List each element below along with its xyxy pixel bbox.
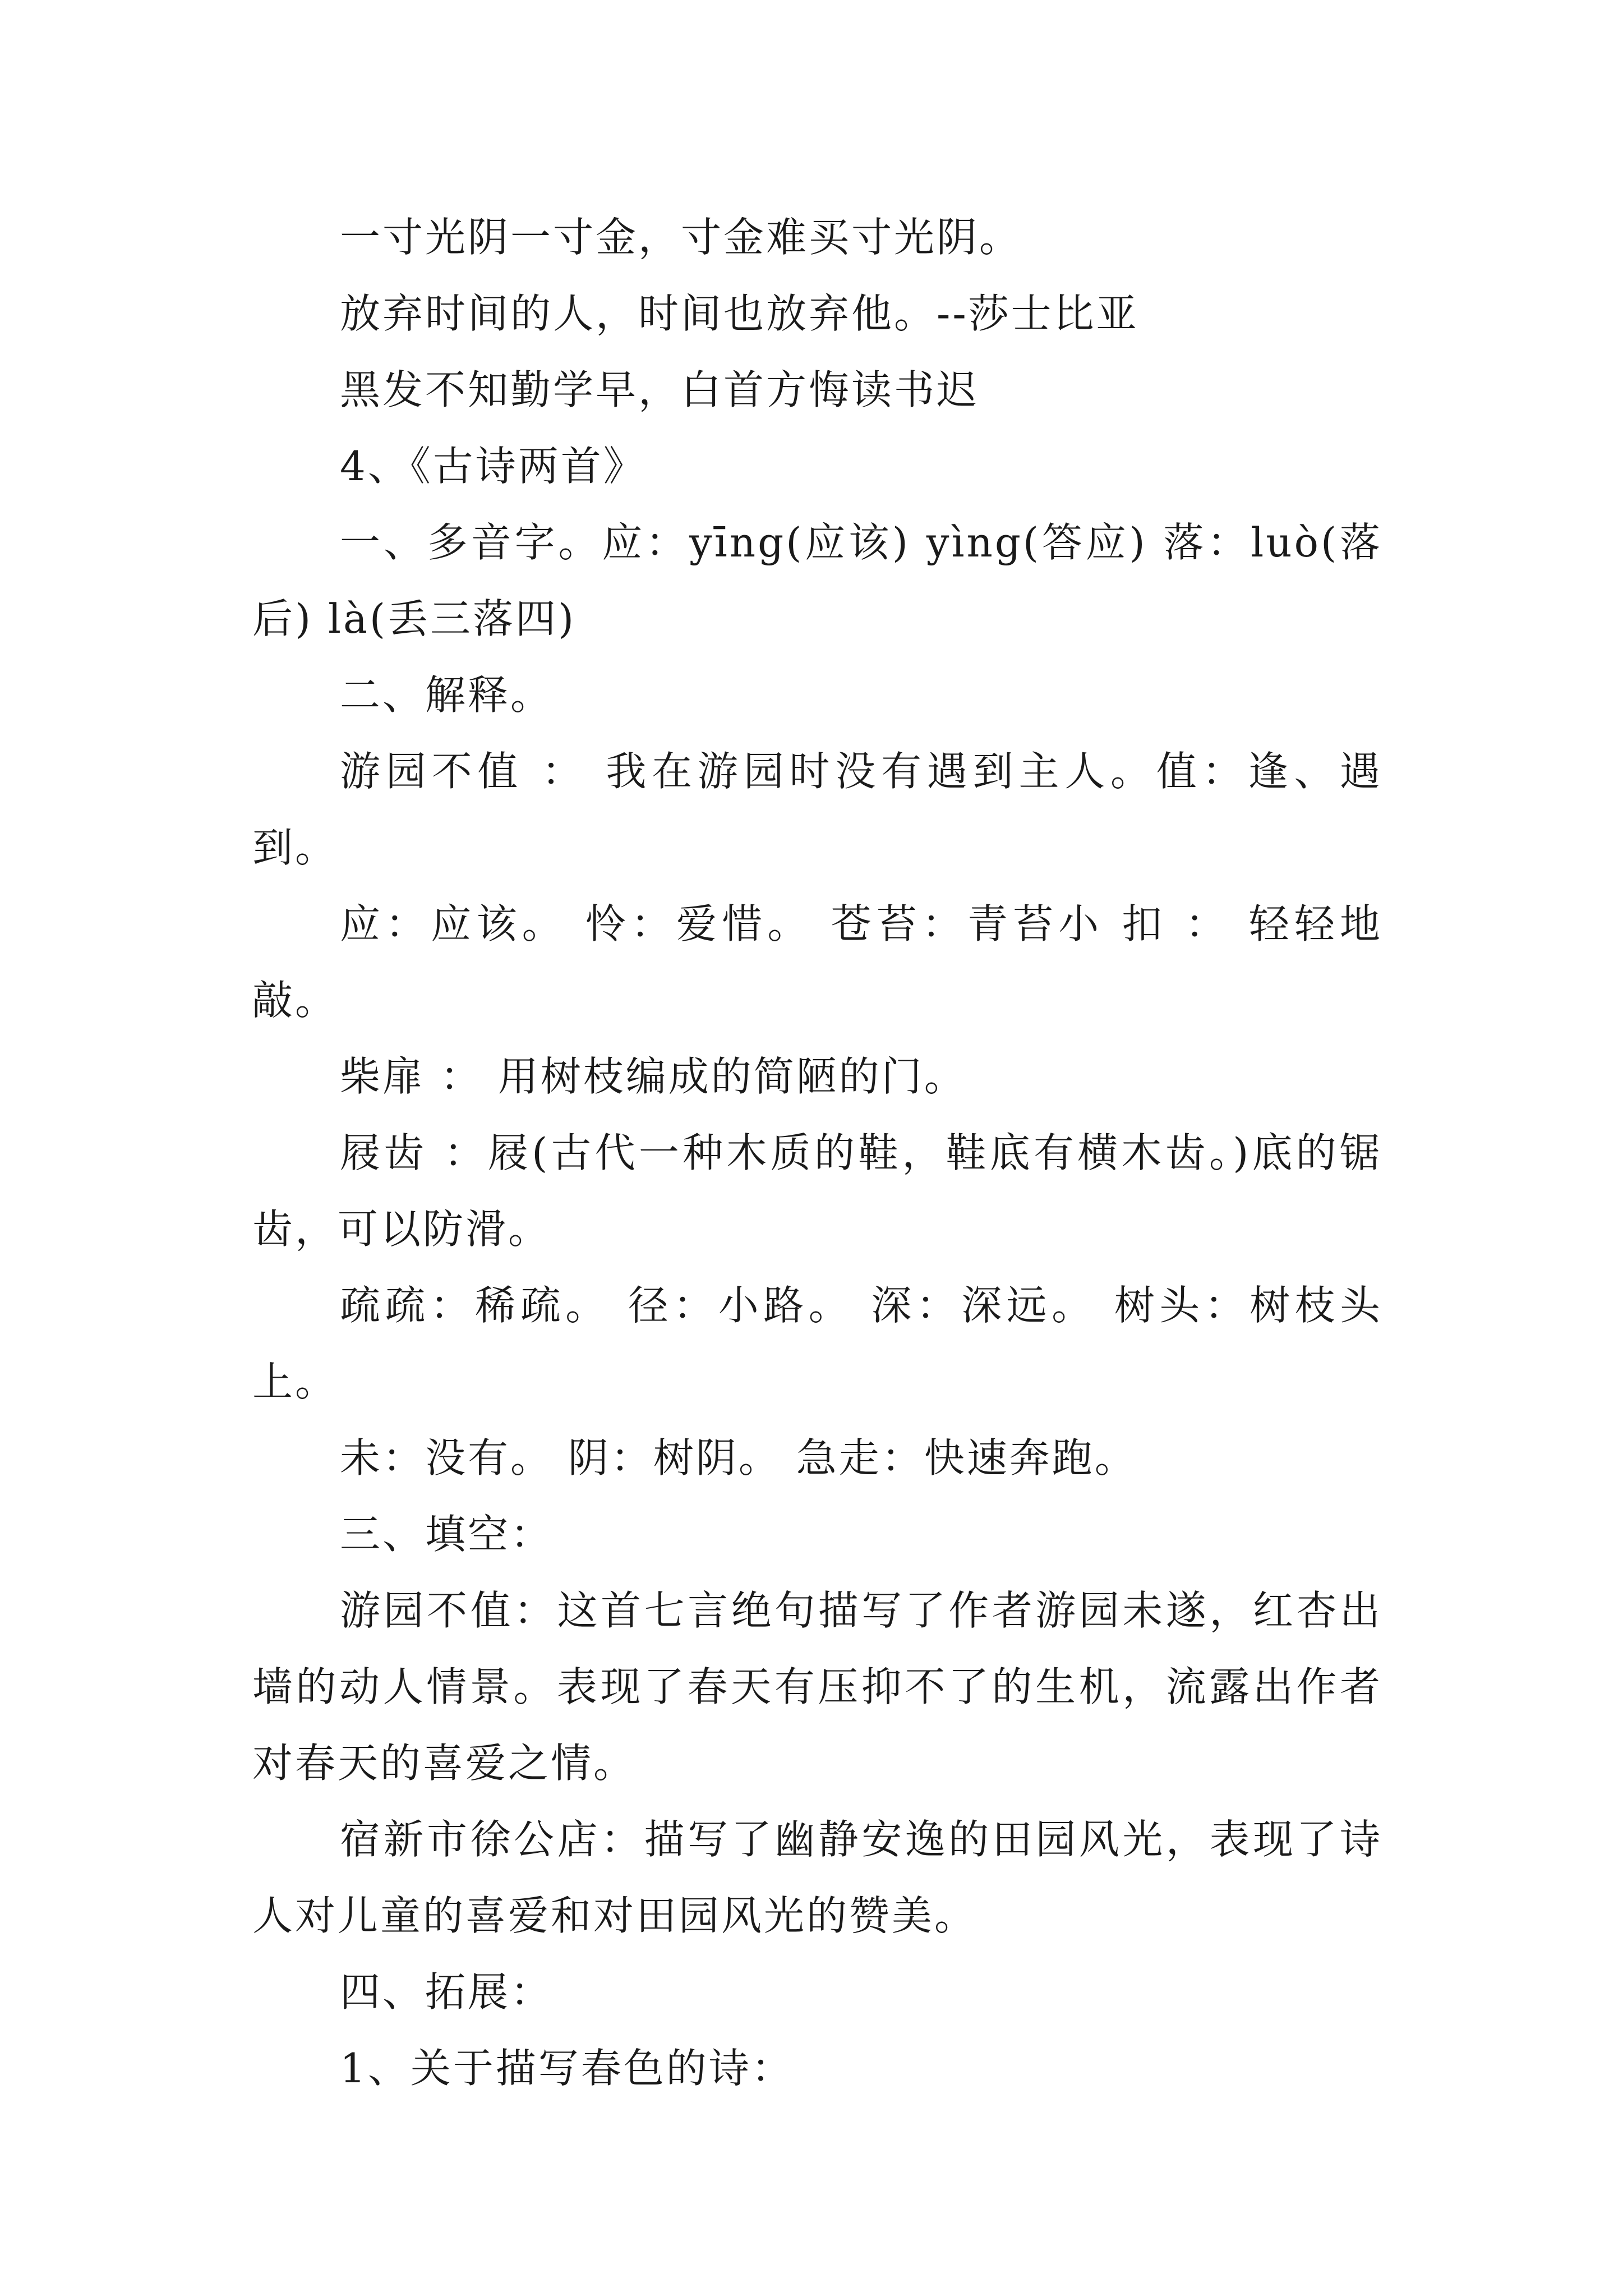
section-heading-fill: 三、填空： bbox=[340, 1511, 554, 1558]
explanation-paragraph: 疏疏：稀疏。 径：小路。 深：深远。 树头：树枝头上。 bbox=[252, 1282, 1382, 1405]
explanation-paragraph: 未：没有。 阴：树阴。 急走：快速奔跑。 bbox=[340, 1434, 1137, 1481]
explanation-paragraph: 柴扉 ： 用树枝编成的简陋的门。 bbox=[340, 1053, 967, 1100]
explanation-paragraph: 屐齿 ：屐(古代一种木质的鞋，鞋底有横木齿。)底的锯齿，可以防滑。 bbox=[252, 1129, 1382, 1253]
extend-paragraph: 1、关于描写春色的诗： bbox=[340, 2045, 794, 2092]
explanation-paragraph: 游园不值 ： 我在游园时没有遇到主人。值：逢、遇到。 bbox=[252, 748, 1382, 871]
explanation-paragraph: 应：应该。 怜：爱惜。 苍苔：青苔小 扣 ： 轻轻地敲。 bbox=[252, 900, 1382, 1024]
lesson-heading: 4、《古诗两首》 bbox=[340, 443, 646, 490]
section-heading-extend: 四、拓展： bbox=[340, 1968, 554, 2016]
polyphone-paragraph: 一、多音字。应：yīng(应该) yìng(答应) 落：luò(落后) là(丢三落四) bbox=[252, 519, 1382, 642]
fill-paragraph: 游园不值：这首七言绝句描写了作者游园未遂，红杏出墙的动人情景。表现了春天有压抑不了的生机，流露出作者对春天的喜爱之情。 bbox=[252, 1587, 1382, 1787]
fill-paragraph: 宿新市徐公店：描写了幽静安逸的田园风光，表现了诗人对儿童的喜爱和对田园风光的赞美。 bbox=[252, 1816, 1382, 1939]
proverb-line: 黑发不知勤学早，白首方悔读书迟 bbox=[340, 366, 980, 413]
document-body bbox=[252, 199, 1382, 2106]
quote-line: 放弃时间的人，时间也放弃他。--莎士比亚 bbox=[340, 290, 1139, 337]
proverb-line: 一寸光阴一寸金，寸金难买寸光阴。 bbox=[340, 214, 1022, 261]
section-heading-explain: 二、解释。 bbox=[340, 671, 554, 719]
